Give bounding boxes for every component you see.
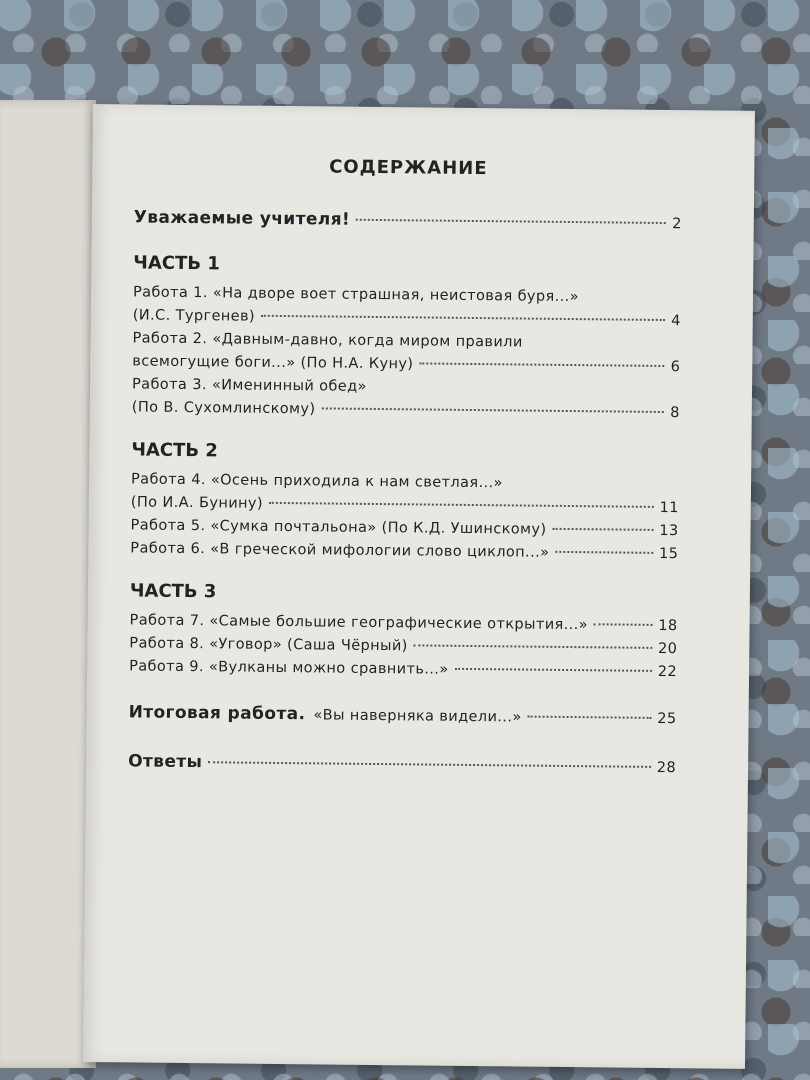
table-of-contents (128, 154, 682, 782)
work-title-line: (По И.А. Бунину) (130, 494, 264, 512)
dot-leader (419, 362, 664, 367)
part-heading: ЧАСТЬ 2 (131, 439, 218, 462)
page-number: 13 (659, 522, 679, 540)
dot-leader (269, 502, 654, 508)
page-number: 2 (672, 216, 682, 233)
page-number: 22 (657, 663, 678, 681)
work-title-line: Работа 5. «Сумка почтальона» (По К.Д. Ушинскому) (130, 517, 547, 538)
dot-leader (321, 407, 664, 413)
work-title-line: (По В. Сухомлинскому) (131, 399, 316, 418)
page-number: 28 (656, 759, 677, 777)
left-page (0, 100, 96, 1068)
dot-leader (594, 623, 652, 626)
work-title-line: (И.С. Тургенев) (132, 307, 256, 325)
page-number: 11 (659, 499, 679, 517)
work-title-line: Работа 2. «Давным-давно, когда миром правили (132, 330, 523, 351)
page-number: 6 (670, 359, 681, 376)
dot-leader (528, 716, 652, 719)
work-title-line: Работа 1. «На дворе воет страшная, неистовая буря...» (132, 284, 580, 306)
answers-label: Ответы (128, 751, 203, 773)
right-page (83, 104, 755, 1069)
dot-leader (261, 315, 665, 321)
dot-leader (552, 528, 653, 531)
work-title-line: всемогущие боги...» (По Н.А. Куну) (132, 353, 414, 373)
dot-leader (555, 551, 653, 554)
dot-leader (356, 219, 666, 224)
toc-title: СОДЕРЖАНИЕ (329, 156, 488, 180)
work-title-line: Работа 8. «Уговор» (Саша Чёрный) (129, 635, 408, 655)
work-title-line: Работа 6. «В греческой мифологии слово циклоп...» (130, 540, 550, 561)
page-number: 25 (657, 710, 677, 728)
page-number: 8 (670, 405, 680, 422)
page-number: 20 (657, 640, 678, 658)
work-title-line: Работа 4. «Осень приходила к нам светлая...» (130, 471, 503, 492)
work-title-line: Работа 7. «Самые большие географические открытия...» (129, 612, 589, 634)
work-title-line: Работа 9. «Вулканы можно сравнить...» (129, 658, 449, 678)
intro-label: Уважаемые учителя! (133, 207, 351, 230)
part-heading: ЧАСТЬ 3 (129, 580, 217, 603)
dot-leader (455, 668, 652, 672)
toc-entry-answers (128, 747, 676, 782)
page-number: 15 (658, 545, 679, 563)
work-title-line: Работа 3. «Именинный обед» (131, 376, 367, 395)
final-text: «Вы наверняка видели...» (313, 707, 522, 726)
page-number: 4 (671, 313, 681, 330)
dot-leader (208, 761, 651, 768)
final-label: Итоговая работа. (128, 702, 306, 725)
page-number: 18 (658, 617, 678, 635)
part-heading: ЧАСТЬ 1 (133, 252, 220, 275)
dot-leader (414, 644, 652, 648)
